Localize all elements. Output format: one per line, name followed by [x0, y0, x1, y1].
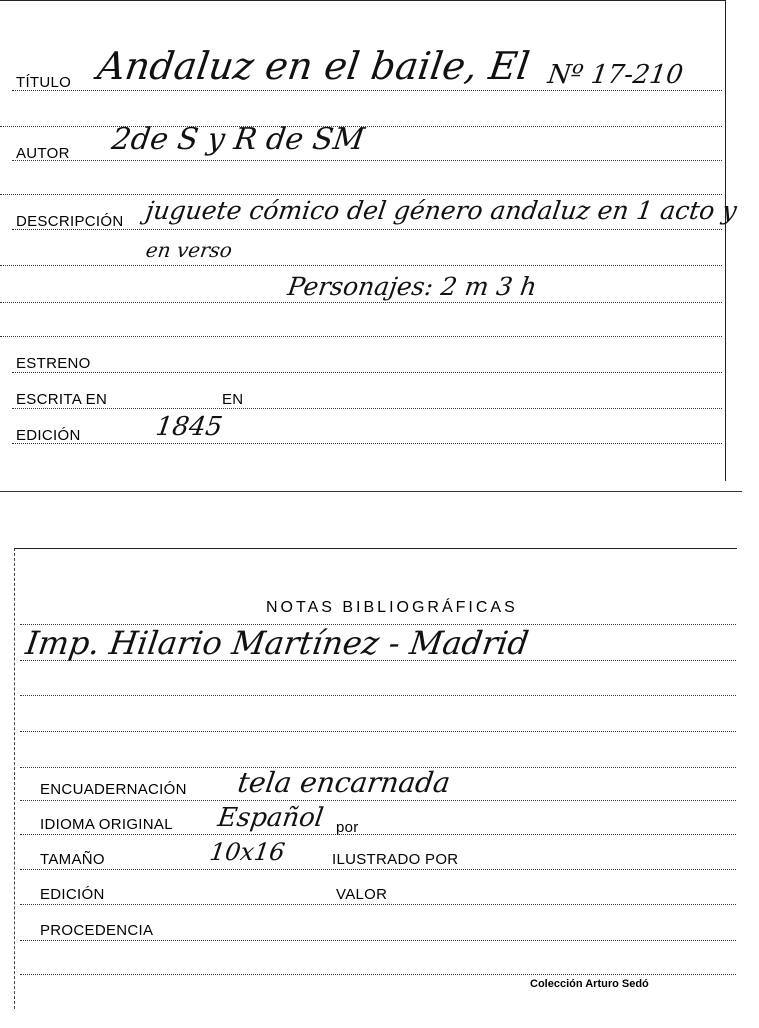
rule-line	[20, 731, 736, 732]
rule-line	[0, 265, 722, 266]
rule-line	[20, 940, 736, 941]
rule-line	[20, 695, 736, 696]
rule-line	[20, 800, 736, 801]
idioma-original-value: Español	[215, 803, 326, 833]
edicion-label-bottom: EDICIÓN	[40, 886, 105, 903]
idioma-original-label: IDIOMA ORIGINAL	[40, 816, 173, 833]
rule-line	[12, 372, 722, 373]
descripcion-value-line1: juguete cómico del género andaluz en 1 acto y	[143, 196, 739, 225]
collection-credit: Colección Arturo Sedó	[530, 978, 649, 990]
rule-line	[12, 160, 722, 161]
encuadernacion-label: ENCUADERNACIÓN	[40, 781, 187, 798]
card-separator	[0, 491, 742, 492]
personajes-value: Personajes: 2 m 3 h	[285, 272, 539, 301]
valor-label: VALOR	[336, 886, 388, 903]
descripcion-label: DESCRIPCIÓN	[16, 213, 124, 230]
en-label: EN	[222, 391, 244, 408]
rule-line	[12, 90, 722, 91]
tamano-value: 10x16	[208, 838, 287, 866]
por-label: por	[336, 819, 359, 836]
escrita-en-label: ESCRITA EN	[16, 391, 108, 408]
titulo-value: Andaluz en el baile, El	[94, 44, 533, 88]
rule-line	[20, 974, 736, 975]
rule-line	[0, 302, 722, 303]
rule-line	[20, 869, 736, 870]
rule-line	[20, 834, 736, 835]
titulo-label: TÍTULO	[16, 74, 72, 91]
numero-value: Nº 17-210	[545, 60, 685, 90]
estreno-label: ESTRENO	[16, 355, 91, 372]
notas-heading: NOTAS BIBLIOGRÁFICAS	[266, 599, 518, 616]
ilustrado-por-label: ILUSTRADO POR	[332, 851, 459, 868]
encuadernacion-value: tela encarnada	[235, 766, 453, 799]
rule-line	[0, 336, 722, 337]
rule-line	[12, 443, 722, 444]
descripcion-value-line2: en verso	[144, 238, 234, 262]
rule-line	[0, 194, 722, 195]
tamano-label: TAMAÑO	[40, 851, 105, 868]
edicion-label-top: EDICIÓN	[16, 427, 81, 444]
autor-value: 2de S y R de SM	[109, 122, 367, 157]
rule-line	[12, 408, 722, 409]
edicion-value-top: 1845	[153, 412, 225, 442]
autor-label: AUTOR	[16, 145, 70, 162]
rule-line	[20, 904, 736, 905]
notas-value: Imp. Hilario Martínez - Madrid	[23, 624, 532, 662]
procedencia-label: PROCEDENCIA	[40, 922, 154, 939]
